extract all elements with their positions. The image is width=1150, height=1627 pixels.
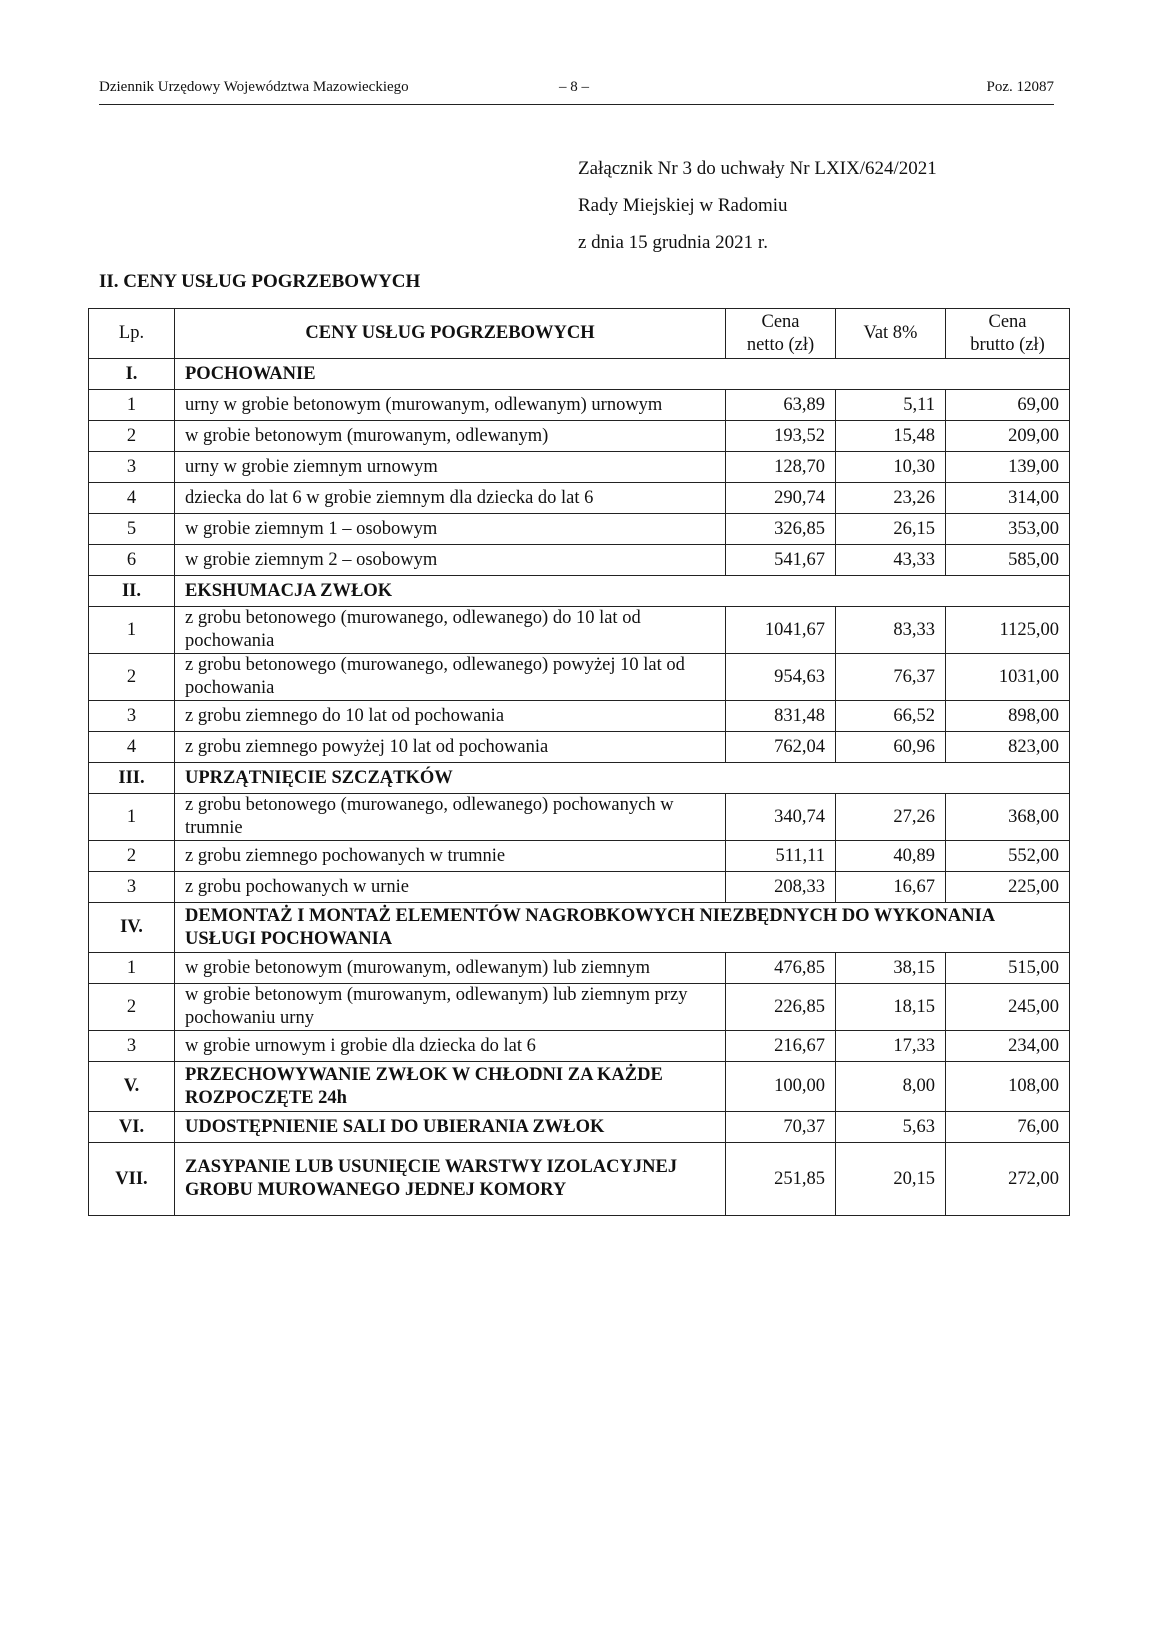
row-description: urny w grobie betonowym (murowanym, odlewanym) urnowym — [175, 390, 726, 421]
table-row — [89, 514, 1070, 545]
table-row — [89, 452, 1070, 483]
row-description: z grobu ziemnego do 10 lat od pochowania — [175, 701, 726, 732]
vat-amount: 43,33 — [836, 545, 946, 576]
net-price: 100,00 — [726, 1062, 836, 1112]
row-description: z grobu betonowego (murowanego, odlewanego) pochowanych w trumnie — [175, 794, 726, 841]
price-table — [88, 308, 1070, 1216]
priced-section-row — [89, 1112, 1070, 1143]
row-number: 5 — [89, 514, 175, 545]
gross-price: 69,00 — [946, 390, 1070, 421]
row-number: 3 — [89, 452, 175, 483]
net-price: 340,74 — [726, 794, 836, 841]
col-header-vat: Vat 8% — [836, 309, 946, 359]
row-description: urny w grobie ziemnym urnowym — [175, 452, 726, 483]
vat-amount: 26,15 — [836, 514, 946, 545]
row-description: z grobu ziemnego pochowanych w trumnie — [175, 841, 726, 872]
section-row — [89, 576, 1070, 607]
annex-line-2: Rady Miejskiej w Radomiu — [578, 195, 788, 216]
row-number: 2 — [89, 984, 175, 1031]
gross-price: 76,00 — [946, 1112, 1070, 1143]
row-description: w grobie betonowym (murowanym, odlewanym) lub ziemnym — [175, 953, 726, 984]
row-description: w grobie ziemnym 2 – osobowym — [175, 545, 726, 576]
row-number: 3 — [89, 1031, 175, 1062]
section-number: II. — [89, 576, 175, 607]
vat-amount: 20,15 — [836, 1143, 946, 1216]
vat-amount: 18,15 — [836, 984, 946, 1031]
gross-price: 585,00 — [946, 545, 1070, 576]
gross-price: 245,00 — [946, 984, 1070, 1031]
vat-amount: 16,67 — [836, 872, 946, 903]
col-header-gross: Cena brutto (zł) — [946, 309, 1070, 359]
net-price: 476,85 — [726, 953, 836, 984]
annex-reference — [578, 150, 937, 261]
row-description: w grobie ziemnym 1 – osobowym — [175, 514, 726, 545]
table-row — [89, 421, 1070, 452]
row-number: 2 — [89, 654, 175, 701]
gross-price: 314,00 — [946, 483, 1070, 514]
priced-section-row — [89, 1062, 1070, 1112]
net-price: 193,52 — [726, 421, 836, 452]
table-row — [89, 732, 1070, 763]
gross-price: 515,00 — [946, 953, 1070, 984]
gross-price: 108,00 — [946, 1062, 1070, 1112]
section-title: II. CENY USŁUG POGRZEBOWYCH — [99, 271, 421, 292]
annex-line-1: Załącznik Nr 3 do uchwały Nr LXIX/624/2021 — [578, 158, 937, 179]
vat-amount: 5,63 — [836, 1112, 946, 1143]
section-title-cell: UDOSTĘPNIENIE SALI DO UBIERANIA ZWŁOK — [175, 1112, 726, 1143]
row-number: 3 — [89, 701, 175, 732]
vat-amount: 8,00 — [836, 1062, 946, 1112]
net-price: 511,11 — [726, 841, 836, 872]
row-number: 1 — [89, 607, 175, 654]
table-row — [89, 1031, 1070, 1062]
col-header-net: Cena netto (zł) — [726, 309, 836, 359]
section-title-cell: UPRZĄTNIĘCIE SZCZĄTKÓW — [175, 763, 1070, 794]
section-title-cell: PRZECHOWYWANIE ZWŁOK W CHŁODNI ZA KAŻDE ROZPOCZĘTE 24h — [175, 1062, 726, 1112]
gross-price: 353,00 — [946, 514, 1070, 545]
section-number: III. — [89, 763, 175, 794]
table-row — [89, 794, 1070, 841]
gross-price: 823,00 — [946, 732, 1070, 763]
running-header — [99, 78, 1054, 105]
vat-amount: 17,33 — [836, 1031, 946, 1062]
row-number: 2 — [89, 421, 175, 452]
table-row — [89, 984, 1070, 1031]
section-row — [89, 763, 1070, 794]
gross-price: 225,00 — [946, 872, 1070, 903]
net-price: 290,74 — [726, 483, 836, 514]
vat-amount: 38,15 — [836, 953, 946, 984]
row-description: dziecka do lat 6 w grobie ziemnym dla dziecka do lat 6 — [175, 483, 726, 514]
section-number: VII. — [89, 1143, 175, 1216]
table-row — [89, 953, 1070, 984]
row-number: 2 — [89, 841, 175, 872]
table-row — [89, 841, 1070, 872]
row-description: z grobu ziemnego powyżej 10 lat od pochowania — [175, 732, 726, 763]
table-row — [89, 390, 1070, 421]
vat-amount: 15,48 — [836, 421, 946, 452]
table-row — [89, 545, 1070, 576]
section-number: VI. — [89, 1112, 175, 1143]
gross-price: 139,00 — [946, 452, 1070, 483]
row-number: 1 — [89, 390, 175, 421]
vat-amount: 60,96 — [836, 732, 946, 763]
net-price: 762,04 — [726, 732, 836, 763]
row-description: z grobu pochowanych w urnie — [175, 872, 726, 903]
table-row — [89, 654, 1070, 701]
vat-amount: 40,89 — [836, 841, 946, 872]
section-row — [89, 903, 1070, 953]
net-price: 128,70 — [726, 452, 836, 483]
row-number: 4 — [89, 483, 175, 514]
gross-price: 234,00 — [946, 1031, 1070, 1062]
journal-title: Dziennik Urzędowy Województwa Mazowieckiego — [99, 79, 409, 95]
row-number: 1 — [89, 794, 175, 841]
position-number: Poz. 12087 — [986, 79, 1054, 95]
priced-section-row — [89, 1143, 1070, 1216]
gross-price: 368,00 — [946, 794, 1070, 841]
row-description: z grobu betonowego (murowanego, odlewanego) do 10 lat od pochowania — [175, 607, 726, 654]
row-number: 1 — [89, 953, 175, 984]
gross-price: 1031,00 — [946, 654, 1070, 701]
section-number: IV. — [89, 903, 175, 953]
net-price: 251,85 — [726, 1143, 836, 1216]
row-description: w grobie urnowym i grobie dla dziecka do lat 6 — [175, 1031, 726, 1062]
col-header-description: CENY USŁUG POGRZEBOWYCH — [175, 309, 726, 359]
row-description: w grobie betonowym (murowanym, odlewanym) lub ziemnym przy pochowaniu urny — [175, 984, 726, 1031]
vat-amount: 23,26 — [836, 483, 946, 514]
row-description: z grobu betonowego (murowanego, odlewanego) powyżej 10 lat od pochowania — [175, 654, 726, 701]
vat-amount: 5,11 — [836, 390, 946, 421]
section-title-cell: DEMONTAŻ I MONTAŻ ELEMENTÓW NAGROBKOWYCH NIEZBĘDNYCH DO WYKONANIA USŁUGI POCHOWANIA — [175, 903, 1070, 953]
table-row — [89, 701, 1070, 732]
gross-price: 552,00 — [946, 841, 1070, 872]
section-number: I. — [89, 359, 175, 390]
net-price: 954,63 — [726, 654, 836, 701]
col-header-lp: Lp. — [89, 309, 175, 359]
vat-amount: 76,37 — [836, 654, 946, 701]
vat-amount: 83,33 — [836, 607, 946, 654]
annex-line-3: z dnia 15 grudnia 2021 r. — [578, 232, 768, 253]
page-number: – 8 – — [559, 79, 589, 95]
vat-amount: 27,26 — [836, 794, 946, 841]
table-row — [89, 483, 1070, 514]
net-price: 226,85 — [726, 984, 836, 1031]
row-number: 4 — [89, 732, 175, 763]
net-price: 70,37 — [726, 1112, 836, 1143]
net-price: 831,48 — [726, 701, 836, 732]
net-price: 326,85 — [726, 514, 836, 545]
row-description: w grobie betonowym (murowanym, odlewanym) — [175, 421, 726, 452]
net-price: 1041,67 — [726, 607, 836, 654]
net-price: 541,67 — [726, 545, 836, 576]
vat-amount: 10,30 — [836, 452, 946, 483]
gross-price: 898,00 — [946, 701, 1070, 732]
gross-price: 272,00 — [946, 1143, 1070, 1216]
table-header-row — [89, 309, 1070, 359]
gross-price: 209,00 — [946, 421, 1070, 452]
section-number: V. — [89, 1062, 175, 1112]
net-price: 63,89 — [726, 390, 836, 421]
net-price: 208,33 — [726, 872, 836, 903]
table-row — [89, 872, 1070, 903]
section-title-cell: ZASYPANIE LUB USUNIĘCIE WARSTWY IZOLACYJNEJ GROBU MUROWANEGO JEDNEJ KOMORY — [175, 1143, 726, 1216]
row-number: 3 — [89, 872, 175, 903]
gross-price: 1125,00 — [946, 607, 1070, 654]
row-number: 6 — [89, 545, 175, 576]
section-title-cell: POCHOWANIE — [175, 359, 1070, 390]
section-title-cell: EKSHUMACJA ZWŁOK — [175, 576, 1070, 607]
net-price: 216,67 — [726, 1031, 836, 1062]
table-row — [89, 607, 1070, 654]
vat-amount: 66,52 — [836, 701, 946, 732]
section-row — [89, 359, 1070, 390]
